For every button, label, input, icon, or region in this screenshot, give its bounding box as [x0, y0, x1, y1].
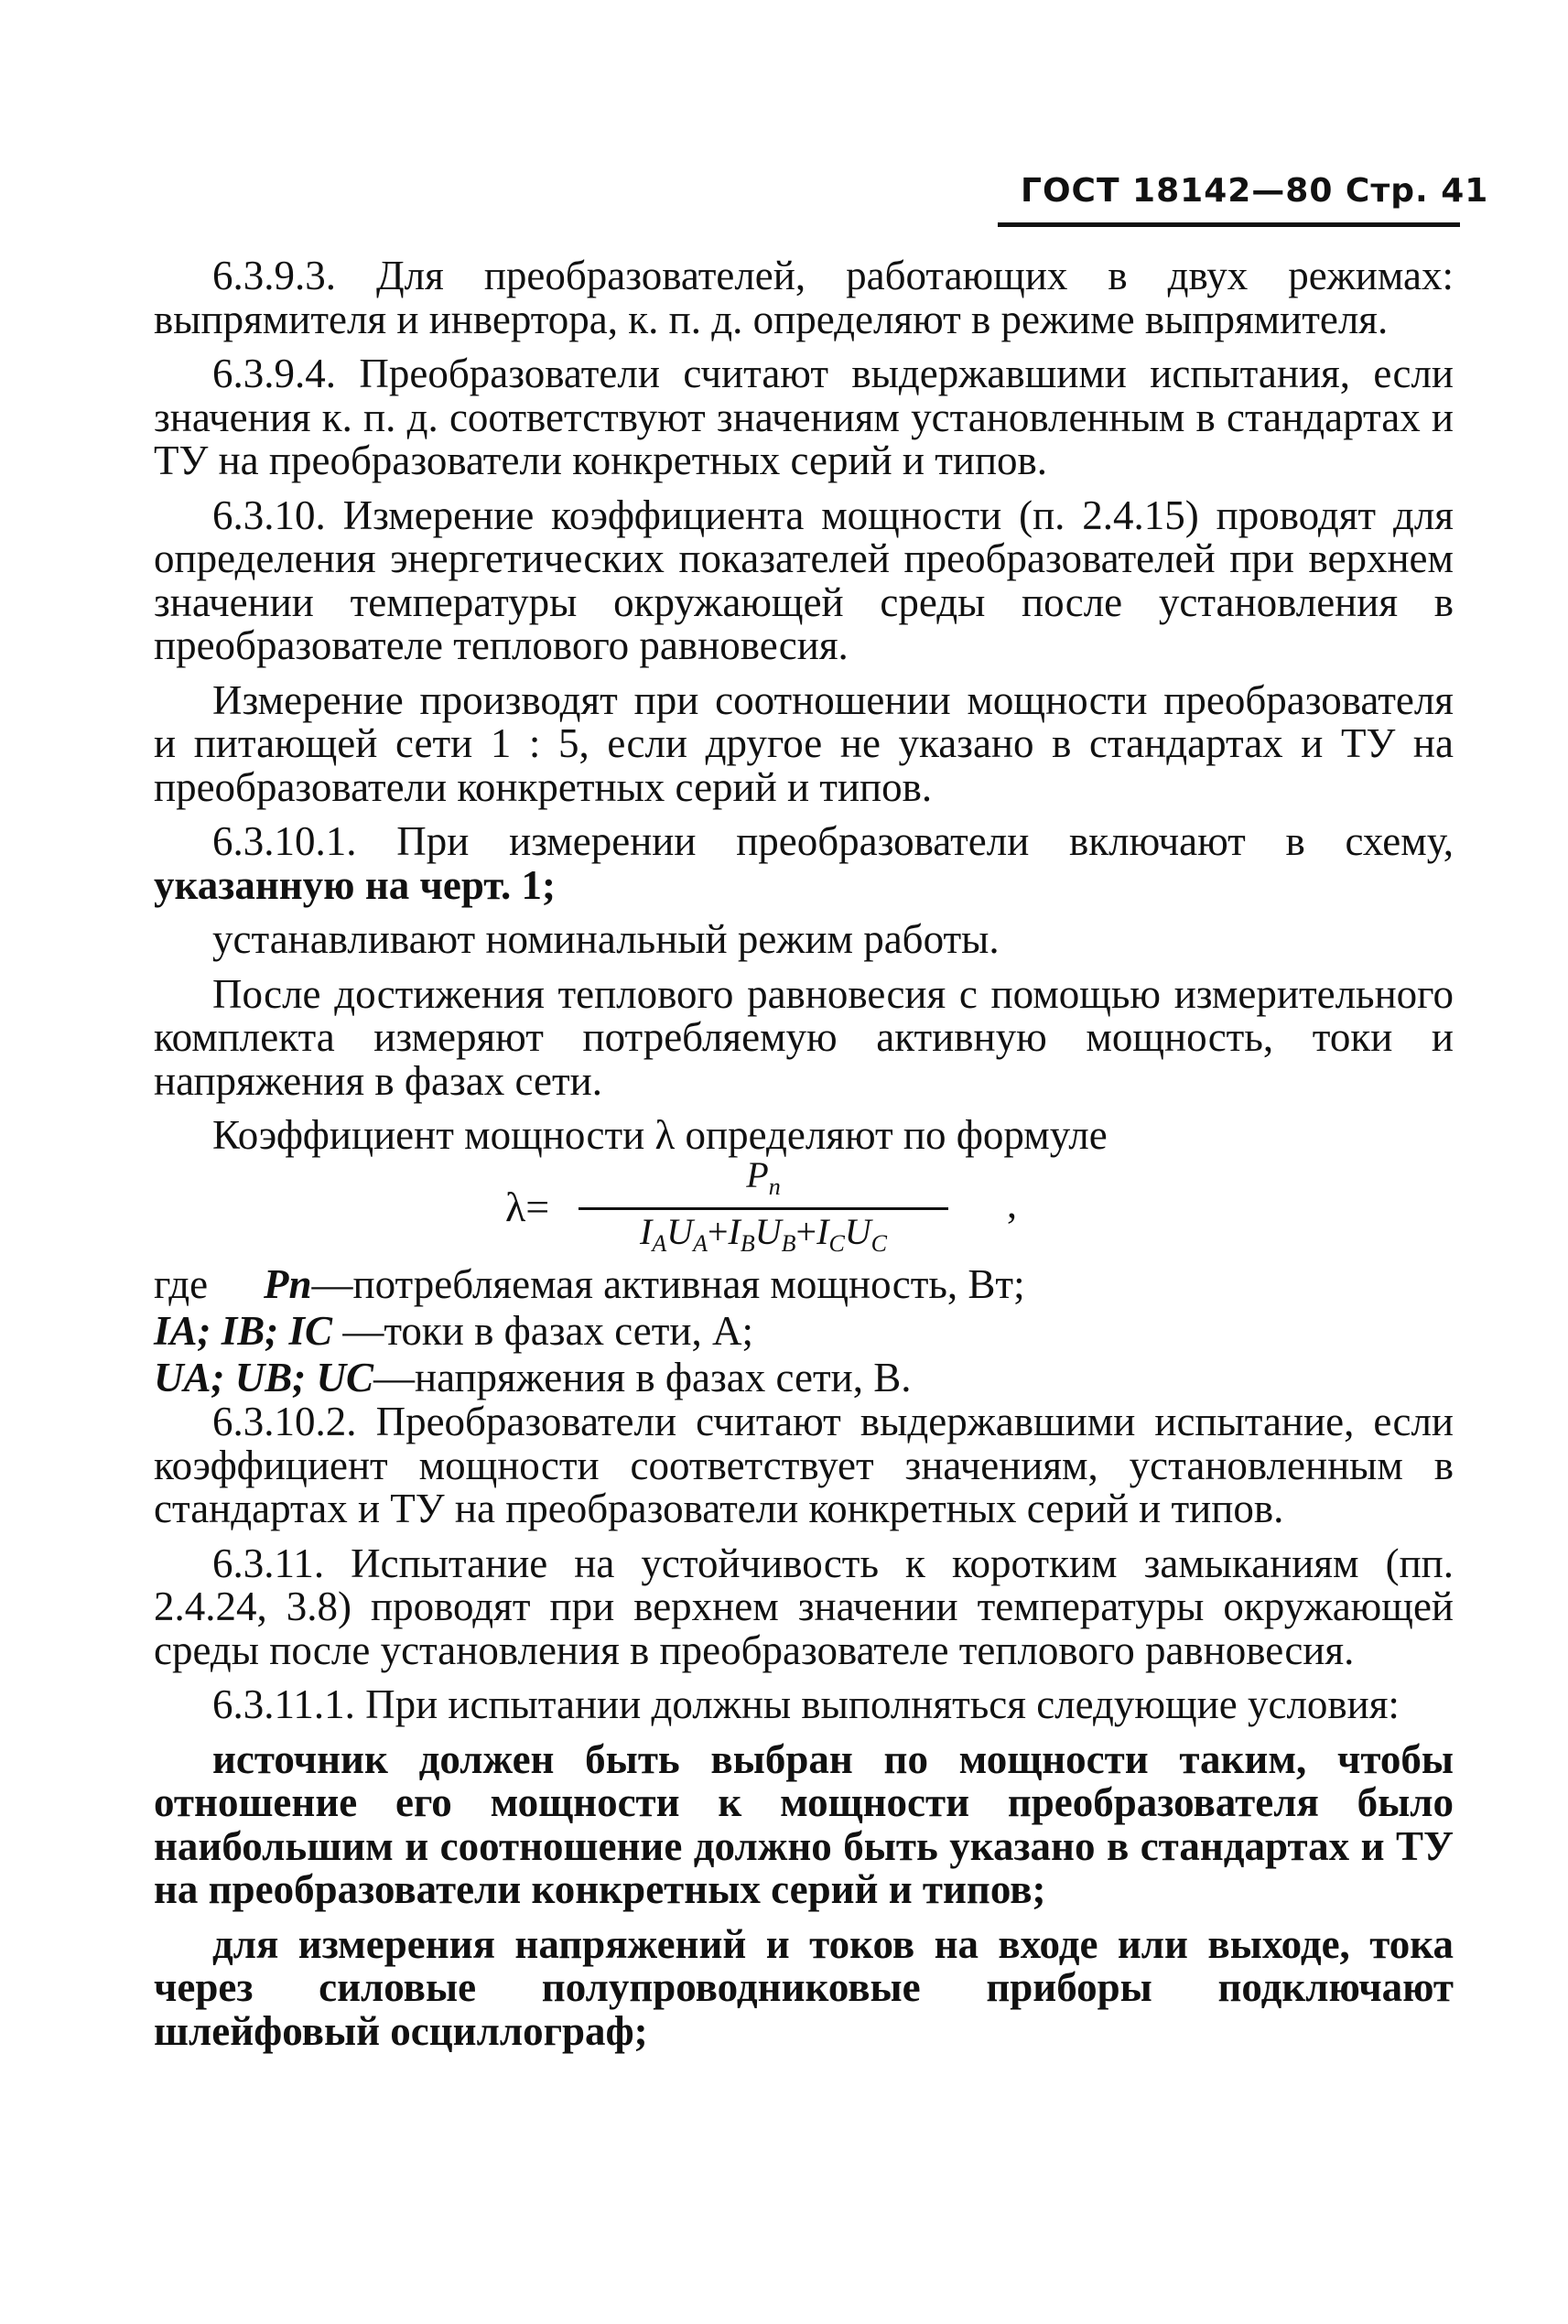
header-rule — [998, 222, 1460, 227]
paragraph-6-3-11-1: 6.3.11.1. При испытании должны выполняться следующие условия: — [212, 1681, 1400, 1727]
legend-row-power: где Pп—потребляемая активная мощность, Вт; — [154, 1261, 1025, 1307]
top-text-block — [154, 254, 1454, 1169]
formula-lhs: λ= — [505, 1184, 550, 1230]
formula-numerator: $P_п$ — [746, 1154, 781, 1200]
formula-legend — [154, 1261, 1454, 1401]
paragraph-6-3-11: 6.3.11. Испытание на устойчивость к коротким замыканиям (пп. 2.4.24, 3.8) проводят при верхнем значении температуры окружающей среды после установления в преобразователе теплового равновесия. — [154, 1540, 1454, 1673]
paragraph-equilibrium: После достижения теплового равновесия с помощью измерительного комплекта измеряют потребляемую активную мощность, токи и напряжения в фазах сети. — [154, 970, 1454, 1104]
legend-key: UA; UB; UC — [154, 1355, 374, 1400]
paragraph-6-3-9-3: 6.3.9.3. Для преобразователей, работающих в двух режимах: выпрямителя и инвертора, к. п. д. определяют в режиме выпрямителя. — [154, 253, 1454, 342]
paragraph-source-condition: источник должен быть выбран по мощности таким, чтобы отношение его мощности к мощности преобразователя было наибольшим и соотношение должно быть указано в стандартах и ТУ на преобразователи конкретных серий и типов; — [154, 1735, 1454, 1912]
formula-denominator: $I_AU_A+I_BU_B+I_CU_C$ — [639, 1210, 888, 1257]
paragraph-6-3-9-4: 6.3.9.4. Преобразователи считают выдержавшими испытания, если значения к. п. д. соответствуют значениям установленным в стандартах и ТУ на преобразователи конкретных серий и типов. — [154, 351, 1454, 483]
paragraph-mode: устанавливают номинальный режим работы. — [212, 916, 1000, 962]
paragraph-6-3-10: 6.3.10. Измерение коэффициента мощности (п. 2.4.15) проводят для определения энергетических показателей преобразователей при верхнем значении температуры окружающей среды после установления в преобразователе теплового равновесия. — [154, 492, 1454, 668]
paragraph-oscillograph-condition: для измерения напряжений и токов на входе или выходе, тока через силовые полупроводниковые приборы подключают шлейфовый осциллограф; — [154, 1920, 1454, 2054]
paragraph-drawing-ref: указанную на черт. 1; — [154, 861, 556, 908]
formula-comma: , — [1007, 1182, 1017, 1227]
paragraph-formula-intro: Коэффициент мощности λ определяют по формуле — [212, 1112, 1108, 1158]
paragraph-6-3-10-2: 6.3.10.2. Преобразователи считают выдержавшими испытание, если коэффициент мощности соответствует значениям, установленным в стандартах и ТУ на преобразователи конкретных серий и типов. — [154, 1399, 1454, 1531]
page-header: ГОСТ 18142—80 Стр. 41 — [1021, 172, 1489, 210]
power-factor-formula — [505, 1154, 1073, 1257]
paragraph-6-3-10-1: 6.3.10.1. При измерении преобразователи включают в схему, — [212, 818, 1454, 864]
bottom-text-block — [154, 1400, 1454, 2064]
legend-row-currents: IA; IB; IC —токи в фазах сети, А; — [154, 1308, 753, 1354]
legend-key: Pп — [264, 1261, 312, 1307]
legend-key: IA; IB; IC — [154, 1308, 333, 1354]
paragraph-measurement: Измерение производят при соотношении мощности преобразователя и питающей сети 1 : 5, если другое не указано в стандартах и ТУ на преобразователи конкретных серий и типов. — [154, 676, 1454, 810]
formula-fraction — [571, 1155, 956, 1266]
legend-row-voltages: UA; UB; UC—напряжения в фазах сети, В. — [154, 1355, 912, 1400]
